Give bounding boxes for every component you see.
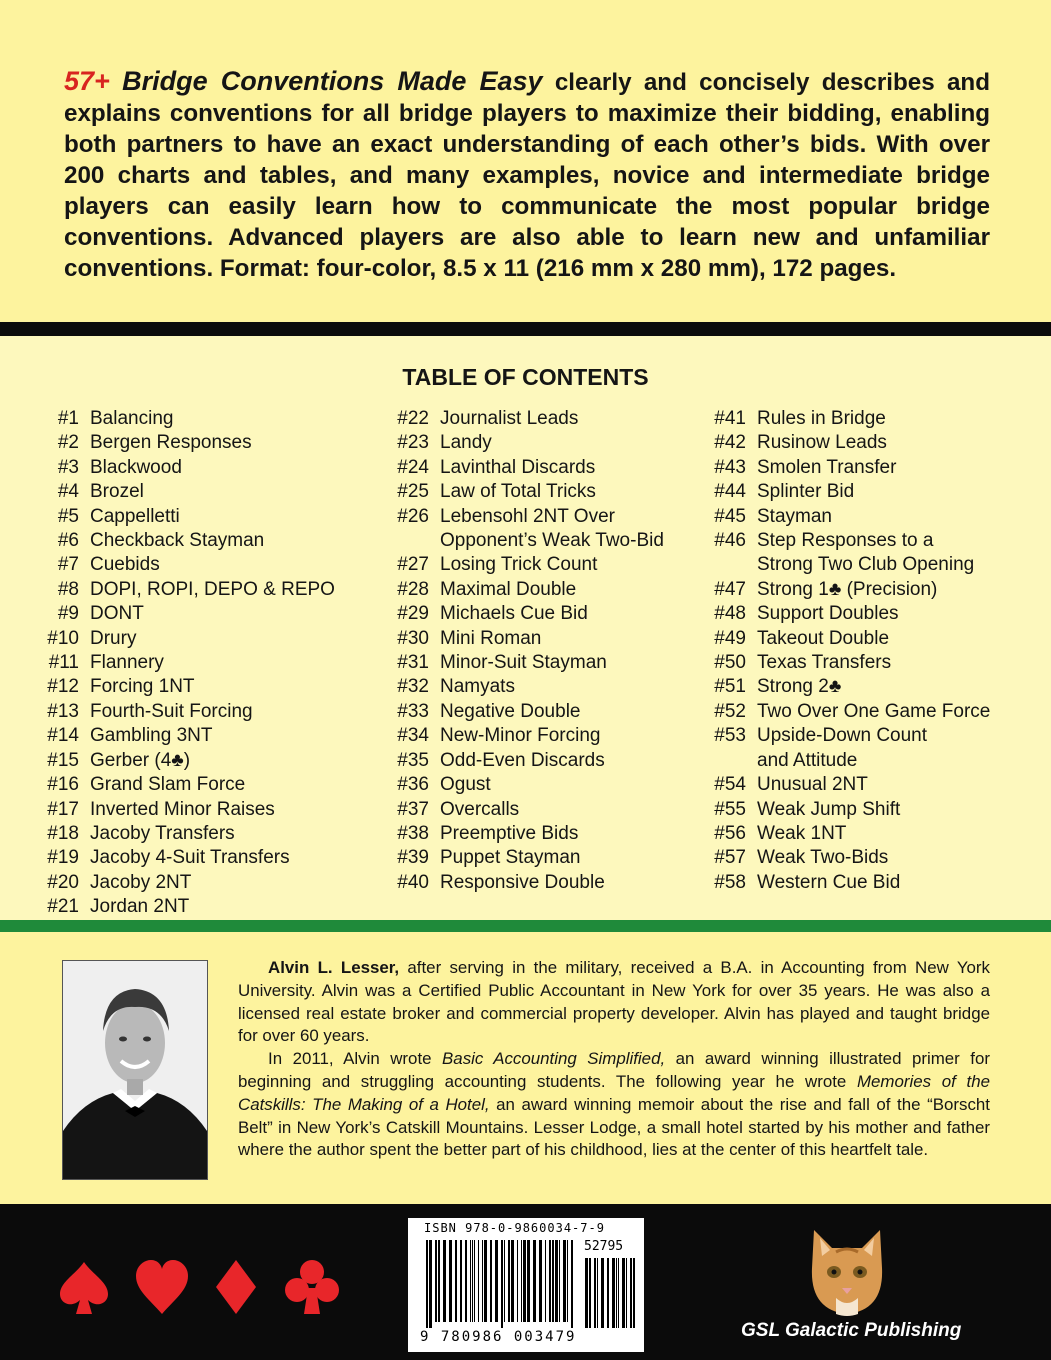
publisher-name: GSL Galactic Publishing: [741, 1320, 962, 1341]
author-name: Alvin L. Lesser,: [268, 958, 400, 977]
toc-item-number: #50: [714, 652, 746, 674]
diamond-icon: [216, 1260, 256, 1314]
toc-item-number: #30: [397, 627, 429, 649]
toc-item-number: #29: [397, 603, 429, 625]
toc-item-name: Flannery: [90, 652, 164, 674]
toc-item: [703, 846, 1033, 870]
toc-item: [386, 700, 716, 724]
toc-item: [386, 651, 716, 675]
toc-item-number: #46: [714, 530, 746, 552]
toc-item: [386, 529, 716, 553]
toc-item: [36, 798, 366, 822]
toc-item-name: Brozel: [90, 481, 144, 503]
toc-item: [386, 675, 716, 699]
toc-item-number: [703, 553, 746, 577]
toc-item: [386, 822, 716, 846]
author-photo: [62, 960, 208, 1180]
toc-item: [703, 773, 1033, 797]
isbn-number: ISBN 978-0-9860034-7-9: [424, 1221, 605, 1235]
toc-item: [36, 749, 366, 773]
toc-item: [703, 822, 1033, 846]
toc-item-name: Strong 2♣: [757, 676, 842, 698]
toc-item: [703, 529, 1033, 553]
toc-item-number: #48: [714, 603, 746, 625]
toc-item-number: #23: [397, 432, 429, 454]
isbn-barcode: [408, 1218, 644, 1352]
toc-item-number: #42: [714, 432, 746, 454]
toc-item-name: Preemptive Bids: [440, 822, 579, 844]
toc-item-name: Jordan 2NT: [90, 896, 190, 918]
toc-item-name: Jacoby 2NT: [90, 871, 192, 893]
toc-item-name: Landy: [440, 432, 492, 454]
toc-item-number: #17: [47, 798, 79, 820]
toc-item: [386, 480, 716, 504]
toc-item: [386, 846, 716, 870]
toc-item-name: Puppet Stayman: [440, 847, 581, 869]
toc-item: [703, 431, 1033, 455]
toc-item-name: Checkback Stayman: [90, 530, 265, 552]
back-cover-footer: [0, 1204, 1051, 1360]
toc-item-number: #56: [714, 822, 746, 844]
blurb-title: Bridge Conventions Made Easy: [122, 66, 543, 96]
toc-item-name: Ogust: [440, 774, 491, 796]
toc-item: [36, 553, 366, 577]
toc-item-number: #14: [47, 725, 79, 747]
toc-item: [386, 578, 716, 602]
toc-item-name: Texas Transfers: [757, 652, 892, 674]
author-bio-text: [238, 957, 990, 1162]
toc-item: [386, 505, 716, 529]
toc-item: [36, 871, 366, 895]
bio-p2-b: an award winning illustrated primer for beginning and struggling accounting students. The following year he wrote: [238, 1049, 991, 1091]
toc-item-name: Drury: [90, 627, 137, 649]
toc-item-name: Lebensohl 2NT Over: [440, 505, 615, 527]
toc-item-name: New-Minor Forcing: [440, 725, 601, 747]
toc-item-number: #47: [714, 578, 746, 600]
cat-logo-icon: [806, 1222, 888, 1318]
toc-item-number: #15: [47, 749, 79, 771]
toc-item-name: Support Doubles: [757, 603, 899, 625]
toc-item-number: #19: [47, 847, 79, 869]
toc-item: [386, 431, 716, 455]
blurb-title-number: 57+: [64, 66, 110, 96]
toc-item: [36, 773, 366, 797]
toc-item-name: Two Over One Game Force: [757, 700, 991, 722]
toc-item: [703, 675, 1033, 699]
price-barcode-icon: [584, 1258, 636, 1328]
toc-item-number: #1: [57, 408, 79, 429]
toc-item-number: #53: [714, 725, 746, 747]
toc-item-name: Weak 1NT: [757, 822, 847, 844]
toc-item-number: #55: [714, 798, 746, 820]
bio-paragraph-2: [238, 1048, 990, 1162]
ean-number: 9 780986 003479: [420, 1329, 577, 1345]
toc-item-name: Stayman: [757, 505, 832, 527]
toc-item-name: Michaels Cue Bid: [440, 603, 588, 625]
toc-item-name: Namyats: [440, 676, 515, 698]
toc-item-name: Upside-Down Count: [757, 725, 928, 747]
toc-item-number: [386, 529, 429, 553]
toc-item-number: #49: [714, 627, 746, 649]
toc-item-name: Gambling 3NT: [90, 725, 213, 747]
toc-item-name: Journalist Leads: [440, 408, 579, 429]
toc-item-number: #44: [714, 481, 746, 503]
spade-icon: [60, 1262, 108, 1314]
toc-item-number: #9: [57, 603, 79, 625]
toc-item: [386, 602, 716, 626]
toc-item-number: #20: [47, 871, 79, 893]
toc-item-name: Cuebids: [90, 554, 160, 576]
toc-item-name: Fourth-Suit Forcing: [90, 700, 253, 722]
toc-column-1: [36, 407, 366, 920]
toc-item-name: Cappelletti: [90, 505, 180, 527]
table-of-contents: [0, 336, 1051, 920]
toc-item: [36, 675, 366, 699]
toc-item-number: #3: [57, 456, 79, 478]
toc-item: [36, 578, 366, 602]
toc-item-number: #51: [714, 676, 746, 698]
toc-item-number: #16: [47, 774, 79, 796]
toc-item-number: [703, 749, 746, 773]
barcode-bars-icon: [424, 1240, 580, 1328]
toc-item: [386, 749, 716, 773]
toc-item-number: #52: [714, 700, 746, 722]
toc-item-name: Odd-Even Discards: [440, 749, 605, 771]
toc-item-name: Losing Trick Count: [440, 554, 598, 576]
toc-item-name: Maximal Double: [440, 578, 577, 600]
toc-item: [703, 871, 1033, 895]
toc-item-number: #7: [57, 554, 79, 576]
toc-item: [703, 700, 1033, 724]
toc-item-name: Forcing 1NT: [90, 676, 195, 698]
toc-item-name: Weak Jump Shift: [757, 798, 901, 820]
toc-item-name: Inverted Minor Raises: [90, 798, 275, 820]
toc-item: [36, 651, 366, 675]
toc-item-name: Minor-Suit Stayman: [440, 652, 607, 674]
toc-item-name: Responsive Double: [440, 871, 605, 893]
toc-item-name: Negative Double: [440, 700, 581, 722]
toc-item: [36, 529, 366, 553]
toc-item: [36, 407, 366, 431]
toc-item-name: Overcalls: [440, 798, 520, 820]
toc-item-number: #28: [397, 578, 429, 600]
toc-item: [703, 505, 1033, 529]
toc-item-number: #57: [714, 847, 746, 869]
toc-item-number: #45: [714, 505, 746, 527]
toc-item-name: Smolen Transfer: [757, 456, 897, 478]
toc-item: [386, 724, 716, 748]
toc-item-name: Jacoby Transfers: [90, 822, 235, 844]
toc-item: [703, 553, 1033, 577]
toc-item-number: #38: [397, 822, 429, 844]
toc-item-name: DOPI, ROPI, DEPO & REPO: [90, 578, 335, 600]
toc-item: [703, 407, 1033, 431]
toc-item-number: #54: [714, 774, 746, 796]
toc-item: [36, 700, 366, 724]
bio-p2-c: an award winning memoir about the rise and fall of the “Borscht Belt” in New York’s Catskill Mountains. Lesser Lodge, a small hotel started by his mother and father where the author spent the better part of his childhood, lies at the center of this heartfelt tale.: [238, 1094, 990, 1160]
toc-item-number: #34: [397, 725, 429, 747]
toc-item-number: #33: [397, 700, 429, 722]
toc-item: [386, 627, 716, 651]
toc-item-number: #36: [397, 774, 429, 796]
toc-item-name: Western Cue Bid: [757, 871, 901, 893]
toc-item-number: #40: [397, 871, 429, 893]
toc-item-name: Jacoby 4-Suit Transfers: [90, 847, 290, 869]
toc-item: [36, 822, 366, 846]
toc-item-number: #26: [397, 505, 429, 527]
toc-item: [36, 627, 366, 651]
toc-item: [36, 480, 366, 504]
book-title-1: Basic Accounting Simplified,: [442, 1049, 666, 1069]
toc-item-name: Blackwood: [90, 456, 182, 478]
toc-item-number: #5: [57, 505, 79, 527]
toc-item-name: Lavinthal Discards: [440, 456, 596, 478]
author-portrait-icon: [63, 961, 207, 1179]
toc-item-number: #18: [47, 822, 79, 844]
toc-column-3: [703, 407, 1033, 895]
bio-paragraph-1: [238, 957, 990, 1048]
toc-item: [36, 895, 366, 919]
toc-item: [703, 798, 1033, 822]
toc-item: [386, 456, 716, 480]
toc-item: [703, 651, 1033, 675]
toc-item-number: #31: [397, 652, 429, 674]
toc-title: TABLE OF CONTENTS: [402, 364, 649, 390]
toc-item: [36, 602, 366, 626]
toc-column-2: [386, 407, 716, 895]
green-divider: [0, 920, 1051, 932]
toc-item-name: Takeout Double: [757, 627, 890, 649]
toc-item-number: #32: [397, 676, 429, 698]
toc-item-name: Law of Total Tricks: [440, 481, 596, 503]
toc-item-number: #58: [714, 871, 746, 893]
toc-item-name: DONT: [90, 603, 144, 625]
blurb-text: [64, 66, 990, 284]
toc-item-number: #8: [57, 578, 79, 600]
toc-item-name: Weak Two-Bids: [757, 847, 889, 869]
toc-item-number: #43: [714, 456, 746, 478]
blurb-section: [0, 0, 1051, 322]
toc-item: [36, 846, 366, 870]
card-suits: [58, 1260, 278, 1316]
blurb-body: clearly and concisely describes and explains conventions for all bridge players to maximize their bidding, enabling both partners to have an exact understanding of each other’s bids. With over 200 charts and tables, and many examples, novice and intermediate bridge players can easily learn how to communicate the most popular bridge conventions. Advanced players are also able to learn new and unfamiliar conventions. Format: four-color, 8.5 x 11 (216 mm x 280 mm), 172 pages.: [64, 69, 990, 282]
toc-item: [703, 627, 1033, 651]
heart-icon: [136, 1260, 188, 1314]
toc-item-name: Rusinow Leads: [757, 432, 887, 454]
toc-item-number: #35: [397, 749, 429, 771]
toc-item: [703, 578, 1033, 602]
toc-item-number: #12: [47, 676, 79, 698]
toc-item-name: and Attitude: [757, 749, 858, 771]
black-divider-top: [0, 322, 1051, 336]
toc-item-name: Strong 1♣ (Precision): [757, 578, 938, 600]
toc-item: [703, 602, 1033, 626]
book-title-2: Memories of the Catskills: The Making of a Hotel,: [238, 1071, 990, 1114]
toc-item-number: #6: [57, 530, 79, 552]
toc-item-number: #27: [397, 554, 429, 576]
toc-item-number: #21: [47, 896, 79, 918]
toc-item: [703, 480, 1033, 504]
toc-item-number: #4: [57, 481, 79, 503]
price-code: 52795: [584, 1239, 624, 1254]
bio-p1-text: after serving in the military, received a B.A. in Accounting from New York University. Alvin was a Certified Public Accountant in New York for over 35 years. He was also a licensed real estate broker and commercial property developer. Alvin has played and taught bridge for over 60 years.: [238, 958, 990, 1046]
toc-item-number: #25: [397, 481, 429, 503]
toc-item-name: Opponent’s Weak Two-Bid: [440, 530, 664, 552]
toc-item-name: Balancing: [90, 408, 174, 429]
toc-item: [386, 798, 716, 822]
bio-p2-a: In 2011, Alvin wrote: [268, 1049, 443, 1069]
toc-item: [36, 724, 366, 748]
toc-item-name: Unusual 2NT: [757, 774, 868, 796]
toc-item-name: Rules in Bridge: [757, 408, 886, 429]
toc-item: [703, 724, 1033, 748]
toc-item-name: Bergen Responses: [90, 432, 252, 454]
toc-item: [386, 407, 716, 431]
author-bio-section: [0, 932, 1051, 1204]
toc-item-number: #13: [47, 700, 79, 722]
toc-item-number: #10: [47, 627, 79, 649]
toc-item-name: Strong Two Club Opening: [757, 554, 975, 576]
toc-item-name: Splinter Bid: [757, 481, 855, 503]
toc-item: [386, 553, 716, 577]
toc-item: [36, 505, 366, 529]
toc-item: [703, 749, 1033, 773]
toc-item-number: #11: [48, 652, 79, 674]
toc-item-number: #39: [397, 847, 429, 869]
toc-item-number: #24: [397, 456, 429, 478]
toc-item-number: #22: [397, 408, 429, 429]
toc-item: [703, 456, 1033, 480]
toc-item-number: #41: [714, 408, 746, 429]
toc-item-number: #2: [57, 432, 79, 454]
toc-item: [36, 456, 366, 480]
toc-item: [386, 871, 716, 895]
toc-item: [386, 773, 716, 797]
toc-item-name: Step Responses to a: [757, 530, 934, 552]
toc-item-name: Mini Roman: [440, 627, 542, 649]
toc-item: [36, 431, 366, 455]
toc-item-name: Grand Slam Force: [90, 774, 246, 796]
club-icon: [284, 1258, 340, 1316]
toc-item-name: Gerber (4♣): [90, 749, 191, 771]
toc-item-number: #37: [397, 798, 429, 820]
